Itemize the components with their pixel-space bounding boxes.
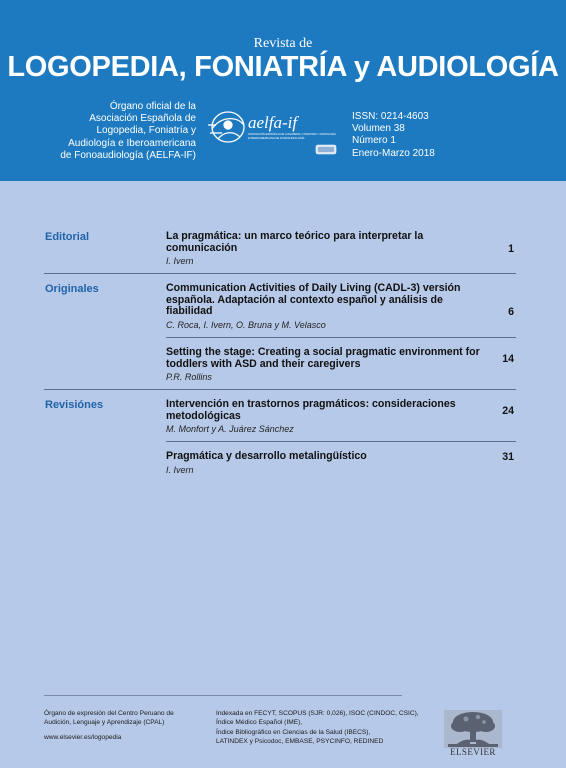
logo-subtext-2: E IBEROAMERICANA DE FONOAUDIOLOGÍA: [248, 137, 305, 140]
article-title: Pragmática y desarrollo metalingüístico: [166, 450, 367, 463]
article-entry[interactable]: [166, 441, 516, 482]
article-authors: P.R. Rollins: [166, 372, 212, 383]
journal-website-link[interactable]: www.elsevier.es/logopedia: [44, 734, 122, 741]
section-label: Originales: [45, 283, 99, 296]
article-page-number: 24: [502, 405, 514, 418]
article-authors: C. Roca, I. Ivern, O. Bruna y M. Velasco: [166, 319, 326, 330]
issue-date: Enero-Marzo 2018: [352, 147, 435, 159]
article-entry[interactable]: [166, 274, 516, 337]
logo-subtext-1: ASOCIACIÓN ESPAÑOLA DE LOGOPEDIA, FONIATRÍA Y AUDIOLOGÍA: [248, 133, 337, 136]
article-page-number: 14: [502, 352, 514, 365]
table-of-contents: [44, 222, 516, 482]
footer-indexing-info: Indexada en FECYT, SCOPUS (SJR: 0,026), ISOC (CINDOC, CSIC), Índice Médico Español (IME), Índice Bibliográfico en Ciencias de la Salud (IBECS), LATINDEX y Psicodoc, EMBASE, PSYCINFO, REDINED: [216, 710, 419, 746]
organo-oficial-text: Órgano oficial de la Asociación Española de Logopedia, Foniatría y Audiología e Iberoamericana de Fonoaudiología (AELFA-IF): [60, 101, 196, 161]
footer-organo-expresion: Órgano de expresión del Centro Peruano de Audición, Lenguaje y Aprendizaje (CPAL): [44, 710, 174, 727]
article-entry[interactable]: [166, 222, 516, 273]
article-title: Intervención en trastornos pragmáticos: consideraciones metodológicas: [166, 398, 456, 422]
section-label: Revisiónes: [45, 399, 104, 412]
footer-divider: [44, 695, 402, 696]
article-title: Setting the stage: Creating a social pragmatic environment for toddlers with ASD and their caregivers: [166, 345, 480, 370]
article-entry[interactable]: [166, 390, 516, 441]
journal-title: LOGOPEDIA, FONIATRÍA y AUDIOLOGÍA: [7, 51, 559, 83]
article-authors: I. Ivern: [166, 464, 194, 475]
article-page-number: 31: [502, 451, 514, 464]
article-page-number: 6: [508, 306, 514, 319]
article-page-number: 1: [508, 243, 514, 255]
section-label: Editorial: [45, 231, 90, 243]
article-title: La pragmática: un marco teórico para interpretar la comunicación: [166, 230, 424, 254]
article-entry[interactable]: [166, 337, 516, 389]
journal-header: [0, 0, 566, 181]
publisher-name: ELSEVIER: [450, 747, 496, 757]
article-authors: I. Ivern: [166, 256, 194, 267]
revista-de-label: Revista de: [253, 36, 313, 51]
section-editorial: [44, 222, 516, 273]
issue-info: [352, 111, 472, 160]
article-authors: M. Monfort y A. Juárez Sánchez: [166, 424, 294, 435]
aelfa-if-logo: [206, 103, 340, 159]
volume-number: Volumen 38: [352, 123, 405, 135]
issn-number: ISSN: 0214-4603: [352, 111, 429, 122]
logo-wordmark: aelfa-if: [248, 113, 298, 132]
article-title: Communication Activities of Daily Living (CADL-3) versión española. Adaptación al contexto español y análisis de fiabilidad: [166, 282, 461, 318]
section-revisiones: [44, 389, 516, 482]
issue-number: Número 1: [352, 135, 396, 147]
aelfa-emblem-icon: [208, 112, 244, 142]
section-originales: [44, 273, 516, 389]
